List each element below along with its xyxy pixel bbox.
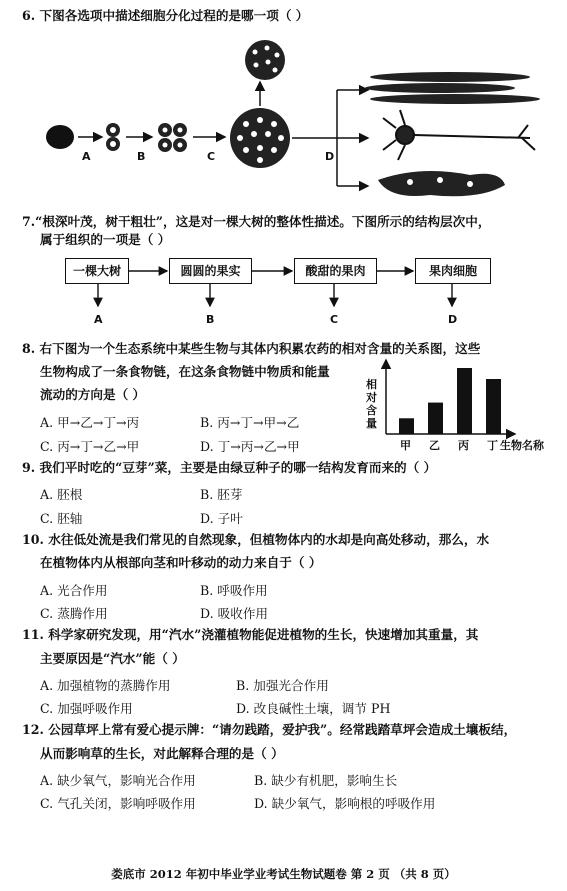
tissue-sheet — [378, 171, 505, 196]
q6-stem: 6. 下图各选项中描述细胞分化过程的是哪一项（ ） — [22, 8, 309, 23]
q9-option-a: A. 胚根 — [40, 487, 83, 502]
q8-stem-line2: 生物构成了一条食物链，在这条食物链中物质和能量 — [40, 364, 330, 379]
q10-stem-line2: 在植物体内从根部向茎和叶移动的动力来自于（ ） — [40, 555, 322, 570]
q12-option-b: B. 缺少有机肥，影响生长 — [254, 773, 398, 788]
two-cells — [106, 123, 120, 151]
q11-option-d: D. 改良碱性土壤，调节 PH — [236, 701, 391, 716]
q6-label-d: D — [325, 150, 335, 163]
bar-3 — [457, 368, 472, 434]
q9-option-d: D. 子叶 — [200, 511, 243, 526]
q10-option-b: B. 呼吸作用 — [200, 583, 268, 598]
q11-stem-line1: 11. 科学家研究发现，用“汽水”浇灌植物能促进植物的生长，快速增加其重量，其 — [22, 627, 479, 642]
x-tick-label-1: 甲 — [400, 439, 411, 452]
q8-option-b: B. 丙→丁→甲→乙 — [200, 415, 300, 430]
q12-option-a: A. 缺少氧气，影响光合作用 — [40, 773, 196, 788]
q9-stem: 9. 我们平时吃的“豆芽”菜，主要是由绿豆种子的哪一结构发育而来的（ ） — [22, 460, 437, 475]
q7-box-fruit: 圆圆的果实 — [169, 258, 252, 284]
q6-label-a: A — [82, 150, 91, 163]
q12-option-d: D. 缺少氧气，影响根的呼吸作用 — [254, 796, 436, 811]
q10-stem-line1: 10. 水往低处流是我们常见的自然现象，但植物体内的水却是向高处移动，那么，水 — [22, 532, 490, 547]
q8-option-d: D. 丁→丙→乙→甲 — [200, 439, 300, 454]
x-tick-label-3: 丙 — [458, 439, 469, 452]
cell-mass — [230, 108, 290, 168]
q6-label-b: B — [137, 150, 146, 163]
q7-stem-line2: 属于组织的一项是（ ） — [40, 232, 171, 247]
bar-4 — [486, 379, 501, 434]
q11-option-a: A. 加强植物的蒸腾作用 — [40, 678, 171, 693]
q6-label-c: C — [207, 150, 216, 163]
q7-box-pulp: 酸甜的果肉 — [294, 258, 377, 284]
q8-option-c: C. 丙→丁→乙→甲 — [40, 439, 140, 454]
q11-stem-line2: 主要原因是“汽水”能（ ） — [40, 651, 185, 666]
q8-stem-line3: 流动的方向是（ ） — [40, 387, 146, 402]
bar-2 — [428, 403, 443, 434]
q11-option-b: B. 加强光合作用 — [236, 678, 329, 693]
q9-option-b: B. 胚芽 — [200, 487, 243, 502]
q7-label-a: A — [94, 313, 103, 326]
q12-option-c: C. 气孔关闭，影响呼吸作用 — [40, 796, 196, 811]
x-tick-label-2: 乙 — [429, 439, 440, 452]
q8-stem-line1: 8. 右下图为一个生态系统中某些生物与其体内积累农药的相对含量的关系图，这些 — [22, 341, 481, 356]
q7-box-cell: 果肉细胞 — [415, 258, 491, 284]
q7-stem-line1: 7.“根深叶茂，树干粗壮”，这是对一棵大树的整体性描述。下图所示的结构层次中， — [22, 214, 491, 229]
q7-box-tree: 一棵大树 — [65, 258, 129, 284]
upper-cell-cluster — [245, 40, 285, 80]
four-cells — [158, 123, 187, 152]
q9-option-c: C. 胚轴 — [40, 511, 83, 526]
q12-stem-line2: 从而影响草的生长，对此解释合理的是（ ） — [40, 746, 284, 761]
q8-chart-xlabel: 生物名称 — [500, 439, 544, 452]
q10-option-a: A. 光合作用 — [40, 583, 108, 598]
q7-label-d: D — [448, 313, 458, 326]
single-cell — [46, 125, 74, 149]
page-footer: 娄底市 2012 年初中毕业学业考试生物试题卷 第 2 页 （共 8 页） — [111, 867, 456, 881]
q7-label-b: B — [206, 313, 215, 326]
q7-label-c: C — [330, 313, 339, 326]
q12-stem-line1: 12. 公园草坪上常有爱心提示牌：“请勿践踏，爱护我”。经常践踏草坪会造成土壤板结， — [22, 722, 517, 737]
x-tick-label-4: 丁 — [487, 439, 498, 452]
q8-chart-ylabel: 相对含量 — [366, 378, 377, 430]
q10-option-d: D. 吸收作用 — [200, 606, 269, 621]
q11-option-c: C. 加强呼吸作用 — [40, 701, 133, 716]
muscle-tissue — [365, 72, 540, 104]
q10-option-c: C. 蒸腾作用 — [40, 606, 108, 621]
bar-1 — [399, 418, 414, 434]
q8-chart-bars — [399, 368, 501, 434]
q7-arrows — [98, 271, 452, 306]
q8-option-a: A. 甲→乙→丁→丙 — [40, 415, 140, 430]
nerve-cell — [383, 110, 535, 160]
